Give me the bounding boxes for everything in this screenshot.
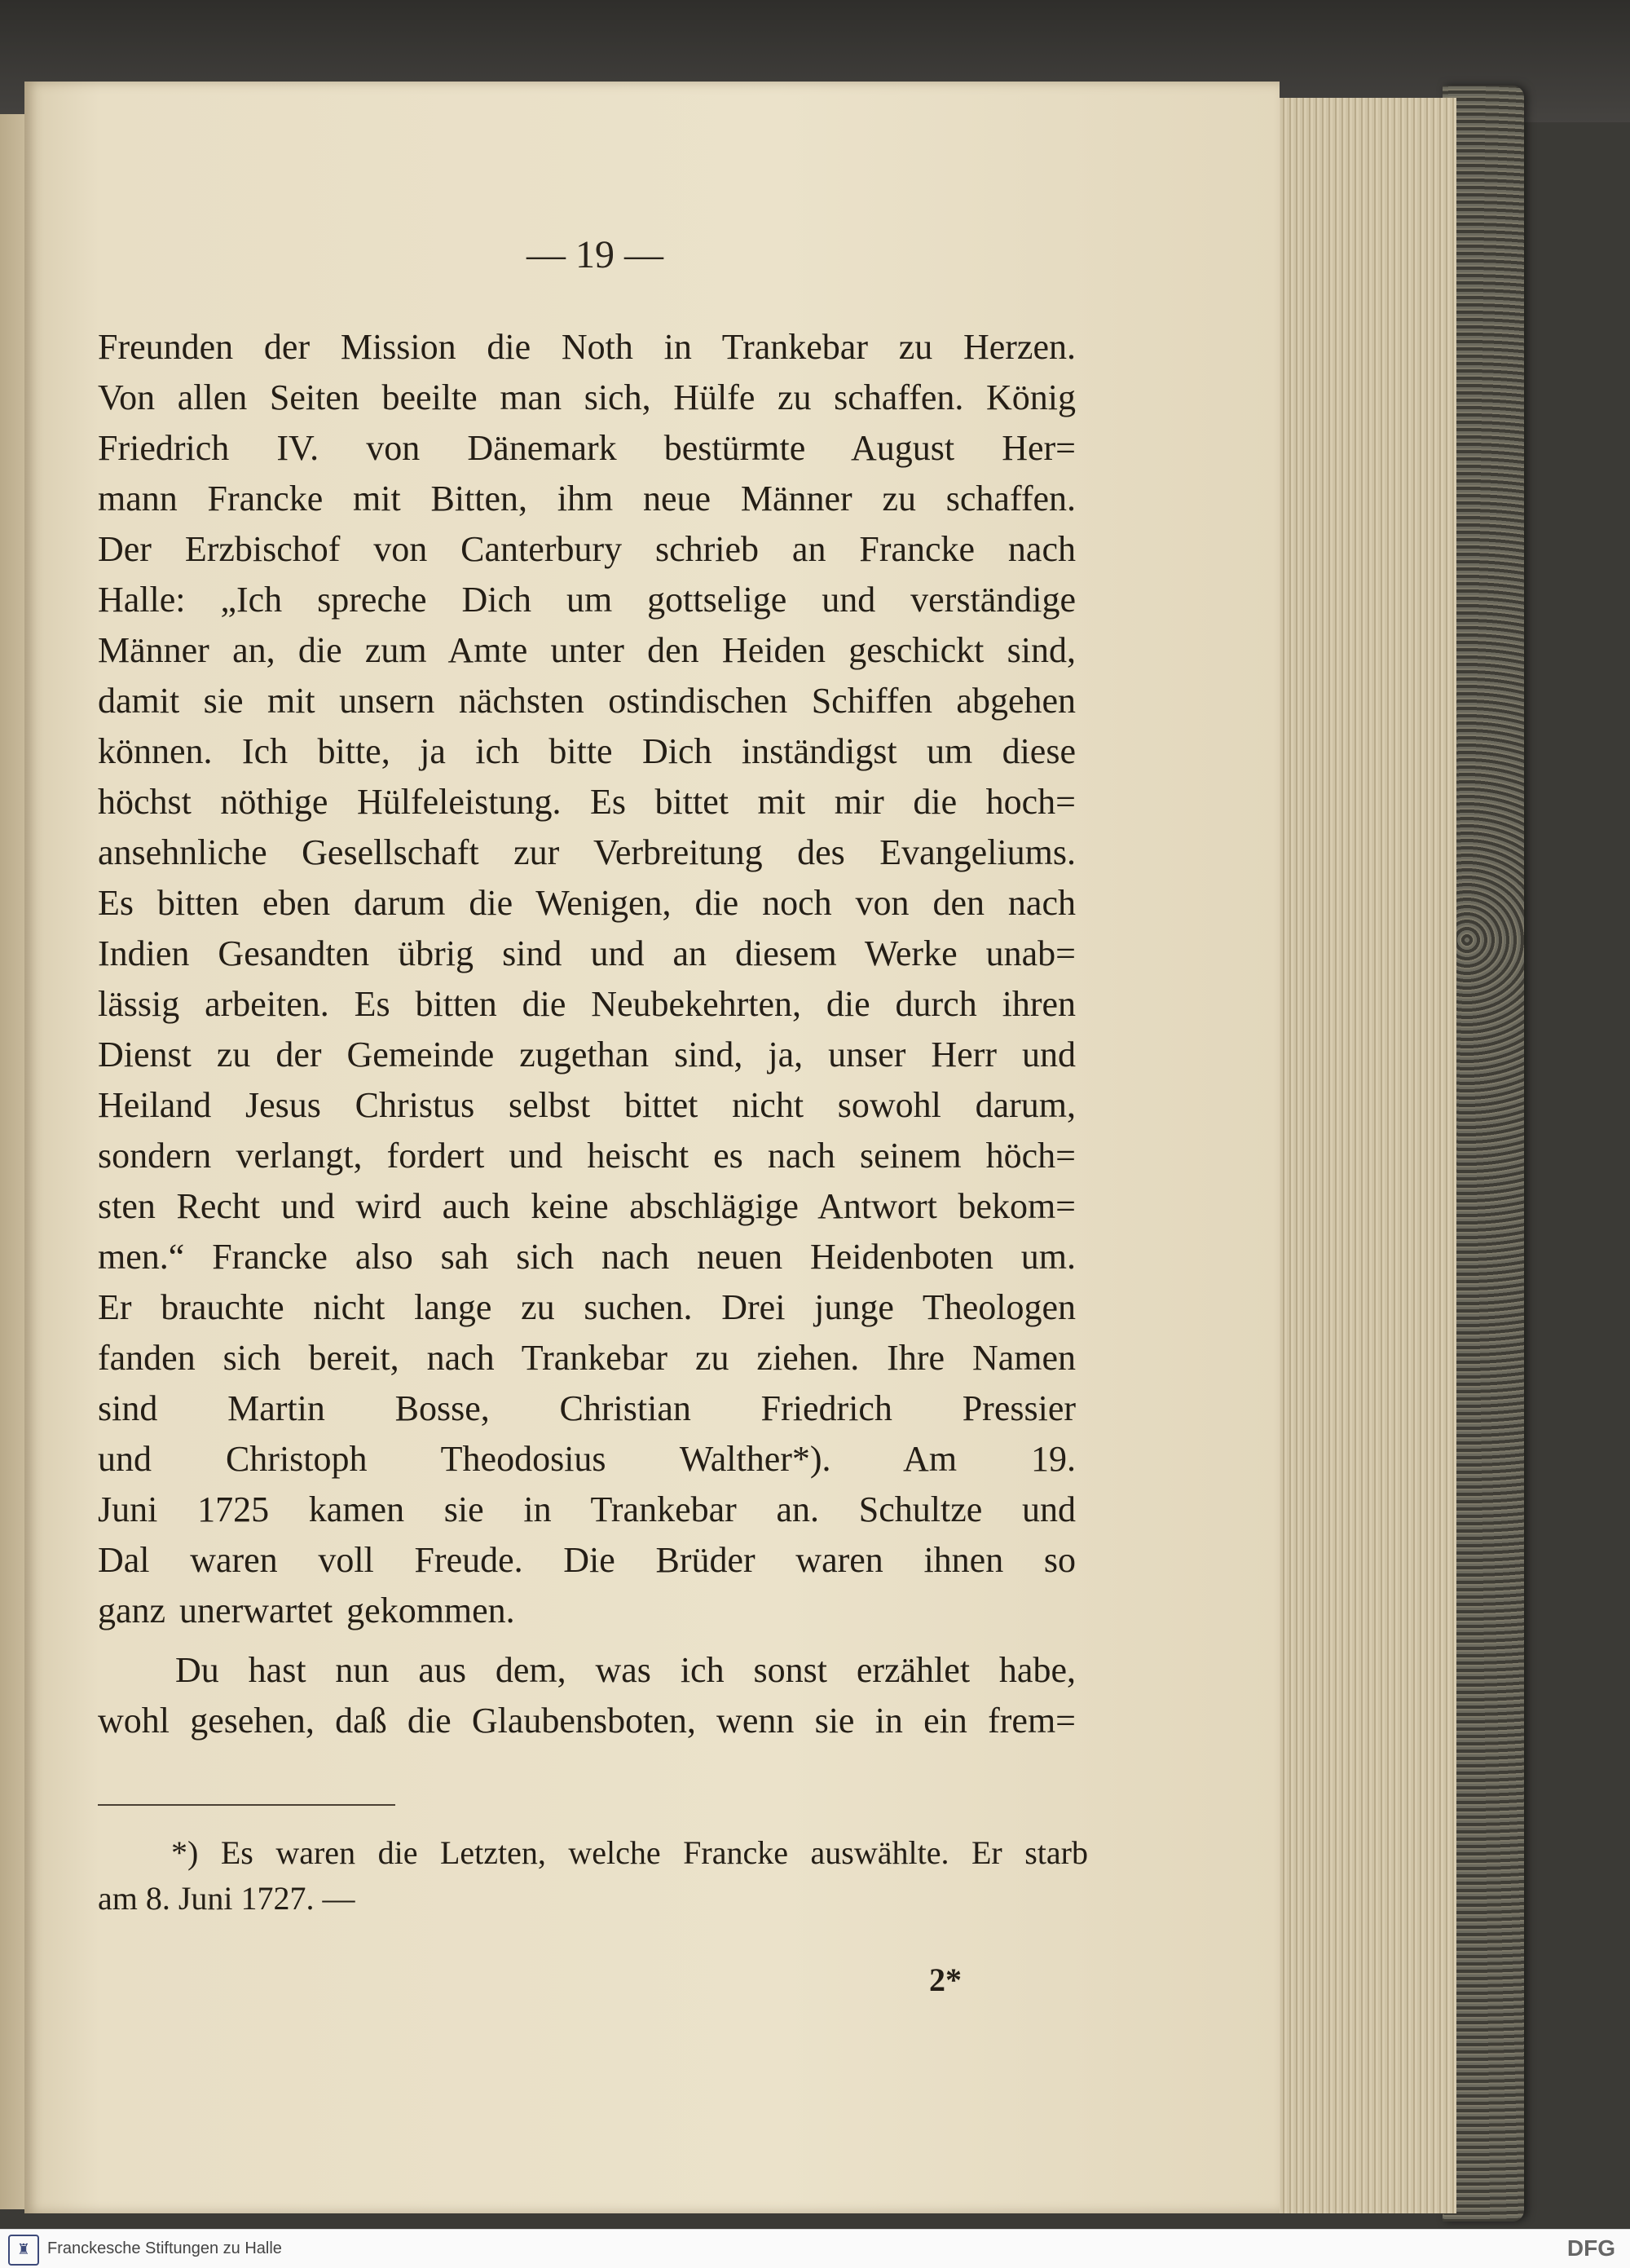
text-line: Indien Gesandten übrig sind und an diesem Werke unab= bbox=[98, 933, 1076, 973]
text-line: sten Recht und wird auch keine abschlägige Antwort bekom= bbox=[98, 1186, 1076, 1226]
text-line: sind Martin Bosse, Christian Friedrich Pressier bbox=[98, 1388, 1076, 1428]
text-line: wohl gesehen, daß die Glaubensboten, wenn sie in ein frem= bbox=[98, 1701, 1076, 1741]
text-line: Dienst zu der Gemeinde zugethan sind, ja, unser Herr und bbox=[98, 1035, 1076, 1074]
institution-name: Franckesche Stiftungen zu Halle bbox=[47, 2239, 282, 2257]
dfg-logo: DFG bbox=[1566, 2235, 1615, 2261]
text-line: Es bitten eben darum die Wenigen, die noch von den nach bbox=[98, 883, 1076, 923]
footnote-rule bbox=[98, 1804, 395, 1806]
institution-logo-icon: ♜ bbox=[8, 2235, 39, 2266]
text-line: ganz unerwartet gekommen. bbox=[98, 1591, 515, 1630]
text-line: können. Ich bitte, ja ich bitte Dich inständigst um diese bbox=[98, 731, 1076, 771]
text-line: Juni 1725 kamen sie in Trankebar an. Schultze und bbox=[98, 1489, 1076, 1529]
footnote-line: am 8. Juni 1727. — bbox=[98, 1880, 355, 1917]
text-line: ansehnliche Gesellschaft zur Verbreitung des Evangeliums. bbox=[98, 832, 1076, 872]
page-number: — 19 — bbox=[526, 233, 663, 276]
footnote-line: *) Es waren die Letzten, welche Francke auswählte. Er starb bbox=[171, 1834, 1088, 1871]
text-line: Von allen Seiten beeilte man sich, Hülfe zu schaffen. König bbox=[98, 377, 1076, 417]
page-block-edges bbox=[1259, 98, 1456, 2213]
text-line: mann Francke mit Bitten, ihm neue Männer zu schaffen. bbox=[98, 479, 1076, 518]
text-line: und Christoph Theodosius Walther*). Am 19. bbox=[98, 1439, 1076, 1479]
text-line: höchst nöthige Hülfeleistung. Es bittet mit mir die hoch= bbox=[98, 782, 1076, 822]
text-line: Er brauchte nicht lange zu suchen. Drei junge Theologen bbox=[98, 1287, 1076, 1327]
text-line: fanden sich bereit, nach Trankebar zu ziehen. Ihre Namen bbox=[98, 1338, 1076, 1378]
text-line: Freunden der Mission die Noth in Trankebar zu Herzen. bbox=[98, 327, 1076, 367]
signature-mark: 2* bbox=[929, 1961, 962, 1998]
text-line: sondern verlangt, fordert und heischt es nach seinem höch= bbox=[98, 1136, 1076, 1176]
text-line: Dal waren voll Freude. Die Brüder waren ihnen so bbox=[98, 1540, 1076, 1580]
text-line: Männer an, die zum Amte unter den Heiden geschickt sind, bbox=[98, 630, 1076, 670]
viewer-footer bbox=[0, 2229, 1630, 2268]
text-line: Friedrich IV. von Dänemark bestürmte August Her= bbox=[98, 428, 1076, 468]
text-line: Der Erzbischof von Canterbury schrieb an Francke nach bbox=[98, 529, 1076, 569]
text-line: Halle: „Ich spreche Dich um gottselige und verständige bbox=[98, 580, 1076, 620]
text-line: lässig arbeiten. Es bitten die Neubekehrten, die durch ihren bbox=[98, 984, 1076, 1024]
text-line: damit sie mit unsern nächsten ostindischen Schiffen abgehen bbox=[98, 681, 1076, 721]
text-line: men.“ Francke also sah sich nach neuen Heidenboten um. bbox=[98, 1237, 1076, 1277]
text-line: Heiland Jesus Christus selbst bittet nicht sowohl darum, bbox=[98, 1085, 1076, 1125]
text-line: Du hast nun aus dem, was ich sonst erzählet habe, bbox=[175, 1650, 1076, 1690]
